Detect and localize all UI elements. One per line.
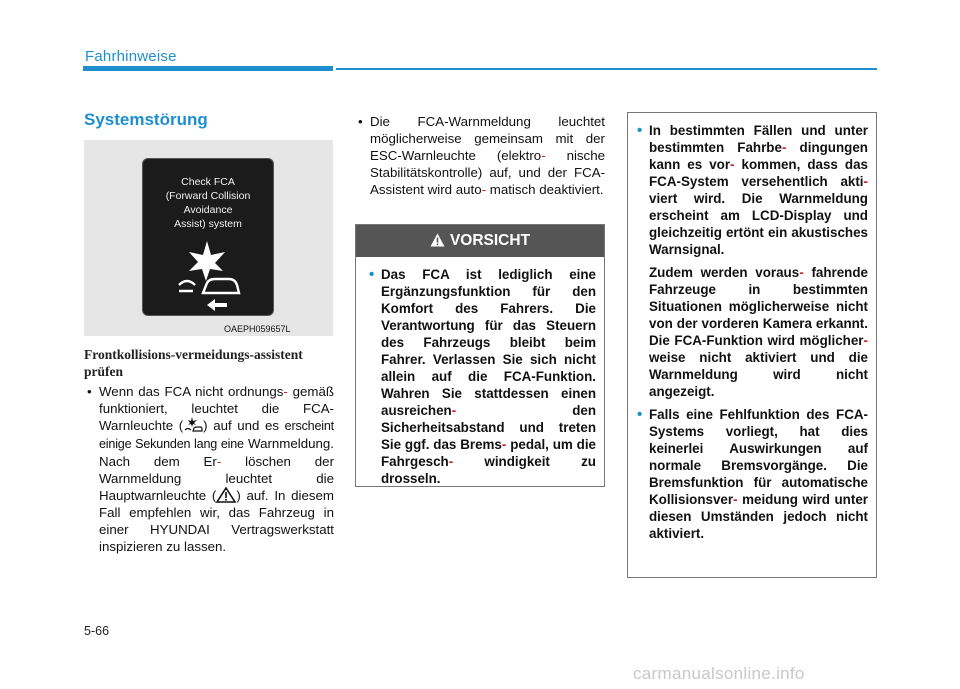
caution-text: • Das FCA ist lediglich eine Ergänzungsfunktion für den Komfort des Fahrers. Die Verantwortung für das Steuern des Fahrzeugs bleibt beim Fahrer. Verlassen Sie sich nicht allein auf die FCA-Funktion. Wahren Sie stattdessen einen ausreichen- den Sicherheitsabstand und treten Sie ggf. das Brems- pedal, um die Fahrgesch- windigkeit zu drosseln. (356, 257, 604, 487)
display-message: Check FCA (Forward Collision Avoidance Assist) system (165, 176, 251, 230)
header-bar (83, 66, 333, 71)
fca-warning-icon (173, 241, 245, 311)
watermark: carmanualsonline.info (633, 664, 805, 683)
subheading: Frontkollisions-vermeidungs-assistent prüfen (84, 347, 303, 379)
cluster-figure (84, 140, 333, 336)
info-bullet-item: • In bestimmten Fällen und unter bestimmten Fahrbe- dingungen kann es vor- kommen, dass das FCA-System versehentlich akti- viert wird. Die Warnmeldung erscheint am LCD-Display und gleichzeitig ertönt ein akustisches Warnsignal. (636, 122, 868, 258)
middle-bullet-item: • Die FCA-Warnmeldung leuchtet möglicherweise gemeinsam mit der ESC-Warnleuchte (elektro- nische Stabilitätskontrolle) auf, und der FCA-Assistent wird auto- matisch deaktiviert. (355, 113, 605, 198)
fca-warning-icon (183, 417, 203, 433)
figure-caption: OAEPH059657L (224, 324, 291, 334)
section-header: Fahrhinweise (85, 48, 177, 65)
master-warning-icon (216, 487, 236, 503)
caution-triangle-icon (430, 233, 445, 247)
header-rule (336, 68, 877, 70)
caution-header: VORSICHT (356, 225, 604, 257)
info-paragraph: Zudem werden voraus- fahrende Fahrzeuge in bestimmten Situationen möglicherweise nicht von der vorderen Kamera erkannt. Die FCA-Funktion wird möglicher- weise nicht aktiviert und die Warnmeldung wird nicht angezeigt. (649, 265, 868, 399)
caution-box (355, 224, 605, 487)
left-bullet-item: • Wenn das FCA nicht ordnungs- gemäß funktioniert, leuchtet die FCA-Warnleuchte ( ) auf und es erscheint einige Sekunden lang eine Warnmeldung. Nach dem Er- löschen der Warnmeldung leuchtet die Hauptwarnleuchte ( ) auf. In diesem Fall empfehlen wir, das Fahrzeug in einer HYUNDAI Vertragswerkstatt inspizieren zu lassen. (84, 383, 334, 555)
info-box (627, 112, 877, 578)
info-bullet-item: • Falls eine Fehlfunktion des FCA-Systems vorliegt, hat dies keinerlei Auswirkungen auf normale Bremsvorgänge. Die Bremsfunktion für automatische Kollisionsver- meidung wird unter diesen Umständen jedoch nicht aktiviert. (636, 406, 868, 542)
cluster-display (142, 158, 274, 316)
section-title: Systemstörung (84, 110, 208, 129)
page-number: 5-66 (84, 624, 110, 638)
